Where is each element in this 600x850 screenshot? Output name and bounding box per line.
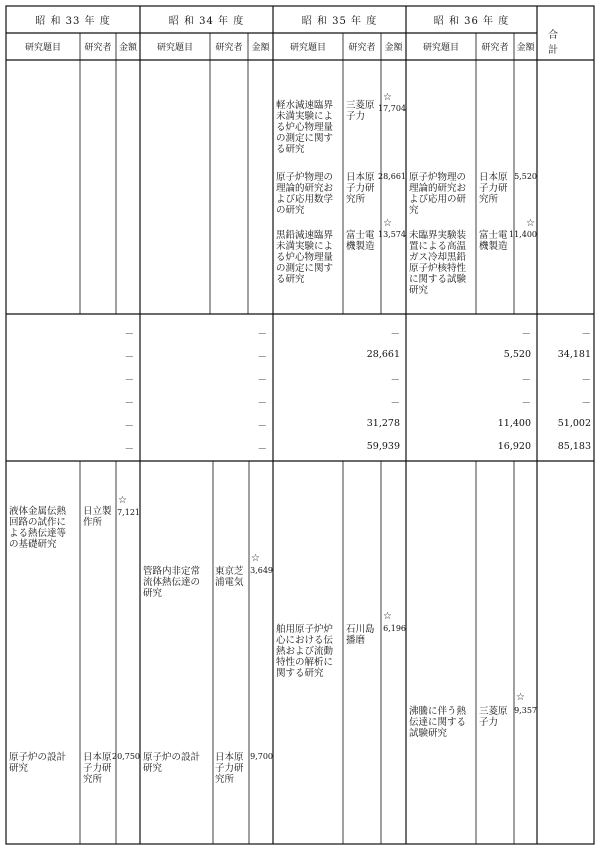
entry-topic: 原子炉物理の 理論的研究お よび応用数学 の研究 xyxy=(276,172,334,216)
entry-researcher: 富士電 機製造 xyxy=(479,230,508,252)
summary-cell-y35: 28,661 xyxy=(366,349,400,360)
entry-amount: 13,574 xyxy=(378,230,406,239)
summary-cell-total: － xyxy=(581,398,591,409)
summary-cell-y34: － xyxy=(257,421,267,432)
entry-researcher: 石川島 播磨 xyxy=(346,624,375,646)
entry-topic: 原子炉の設計 研究 xyxy=(9,752,67,774)
entry-researcher: 東京芝 浦電気 xyxy=(215,566,244,588)
summary-cell-total: － xyxy=(581,375,591,386)
summary-cell-total: － xyxy=(581,329,591,340)
summary-cell-y35: － xyxy=(390,329,400,340)
summary-cell-y33: － xyxy=(124,398,134,409)
entry-researcher: 三菱原 子力 xyxy=(479,706,508,728)
entry-amount: 7,121 xyxy=(117,508,140,517)
summary-cell-y35: 31,278 xyxy=(366,418,400,429)
summary-cell-total: 85,183 xyxy=(557,441,591,452)
entry-researcher: 日立製 作所 xyxy=(83,506,112,528)
entry-topic: 軽水減速臨界 未満実験によ る炉心物理量 の測定に関す る研究 xyxy=(276,100,334,155)
summary-cell-y35: 59,939 xyxy=(366,441,400,452)
entry-amount: 28,661 xyxy=(378,172,406,181)
summary-cell-y34: － xyxy=(257,398,267,409)
star-mark: ☆ xyxy=(383,218,392,229)
entry-amount: 9,700 xyxy=(250,752,273,761)
star-mark: ☆ xyxy=(118,495,127,506)
entry-amount: 20,750 xyxy=(112,752,140,761)
star-mark: ☆ xyxy=(526,218,535,229)
col-amount: 金額 xyxy=(384,43,403,53)
summary-cell-total: 34,181 xyxy=(557,349,591,360)
entry-researcher: 日本原 子力研 究所 xyxy=(479,172,508,205)
entry-amount: 3,649 xyxy=(250,566,273,575)
total-header: 合 計 xyxy=(548,30,570,56)
entry-researcher: 三菱原 子力 xyxy=(346,100,375,122)
col-topic: 研究題目 xyxy=(289,43,326,53)
entry-amount: 9,357 xyxy=(514,706,537,715)
summary-cell-y33: － xyxy=(124,444,134,455)
entry-amount: 5,520 xyxy=(514,172,537,181)
year-header-33: 昭 和 33 年 度 xyxy=(35,16,111,27)
col-amount: 金額 xyxy=(118,43,137,53)
summary-cell-y36: － xyxy=(521,329,531,340)
summary-cell-y36: 11,400 xyxy=(497,418,531,429)
year-header-35: 昭 和 35 年 度 xyxy=(301,16,378,27)
summary-cell-y36: － xyxy=(521,398,531,409)
summary-cell-y34: － xyxy=(257,444,267,455)
entry-topic: 黒鉛減速臨界 未満実験によ る炉心物理量 の測定に関す る研究 xyxy=(276,230,334,285)
col-amount: 金額 xyxy=(516,43,535,53)
entry-topic: 原子炉の設計 研究 xyxy=(143,752,201,774)
entry-researcher: 日本原 子力研 究所 xyxy=(346,172,375,205)
summary-cell-y36: － xyxy=(521,375,531,386)
summary-cell-y35: － xyxy=(390,398,400,409)
entry-researcher: 日本原 子力研 究所 xyxy=(215,752,244,785)
summary-cell-y34: － xyxy=(257,375,267,386)
year-header-34: 昭 和 34 年 度 xyxy=(168,16,245,27)
year-header-36: 昭 和 36 年 度 xyxy=(433,16,510,27)
entry-researcher: 富士電 機製造 xyxy=(346,230,375,252)
col-researcher: 研究者 xyxy=(348,43,376,53)
col-researcher: 研究者 xyxy=(481,43,509,53)
entry-topic: 原子炉物理の 理論的研究お よび応用の研 究 xyxy=(409,172,467,216)
entry-amount: 17,704 xyxy=(378,104,406,113)
entry-topic: 未臨界実験装 置による高温 ガス冷却黒鉛 原子炉核特性 に関する試験 研究 xyxy=(409,230,467,296)
summary-cell-y35: － xyxy=(390,375,400,386)
col-amount: 金額 xyxy=(251,43,270,53)
summary-cell-y33: － xyxy=(124,329,134,340)
summary-cell-y33: － xyxy=(124,421,134,432)
star-mark: ☆ xyxy=(383,611,392,622)
entry-topic: 液体金属伝熱 回路の試作に よる熱伝達等 の基礎研究 xyxy=(9,506,67,550)
entry-researcher: 日本原 子力研 究所 xyxy=(83,752,112,785)
entry-topic: 沸騰に伴う熱 伝達に関する 試験研究 xyxy=(409,706,467,739)
entry-topic: 管路内非定常 流体熱伝達の 研究 xyxy=(143,566,201,599)
col-topic: 研究題目 xyxy=(422,43,459,53)
star-mark: ☆ xyxy=(516,692,525,703)
col-topic: 研究題目 xyxy=(156,43,193,53)
col-researcher: 研究者 xyxy=(215,43,243,53)
summary-cell-total: 51,002 xyxy=(557,418,591,429)
summary-cell-y33: － xyxy=(124,352,134,363)
summary-cell-y36: 5,520 xyxy=(503,349,531,360)
entry-topic: 舶用原子炉炉 心における伝 熱および流動 特性の解析に 関する研究 xyxy=(276,624,334,679)
entry-amount: 11,400 xyxy=(509,230,537,239)
summary-cell-y34: － xyxy=(257,329,267,340)
summary-cell-y33: － xyxy=(124,375,134,386)
col-researcher: 研究者 xyxy=(84,43,112,53)
summary-cell-y34: － xyxy=(257,352,267,363)
col-topic: 研究題目 xyxy=(24,43,61,53)
entry-amount: 6,196 xyxy=(383,624,406,633)
star-mark: ☆ xyxy=(383,92,392,103)
summary-cell-y36: 16,920 xyxy=(497,441,531,452)
star-mark: ☆ xyxy=(251,553,260,564)
